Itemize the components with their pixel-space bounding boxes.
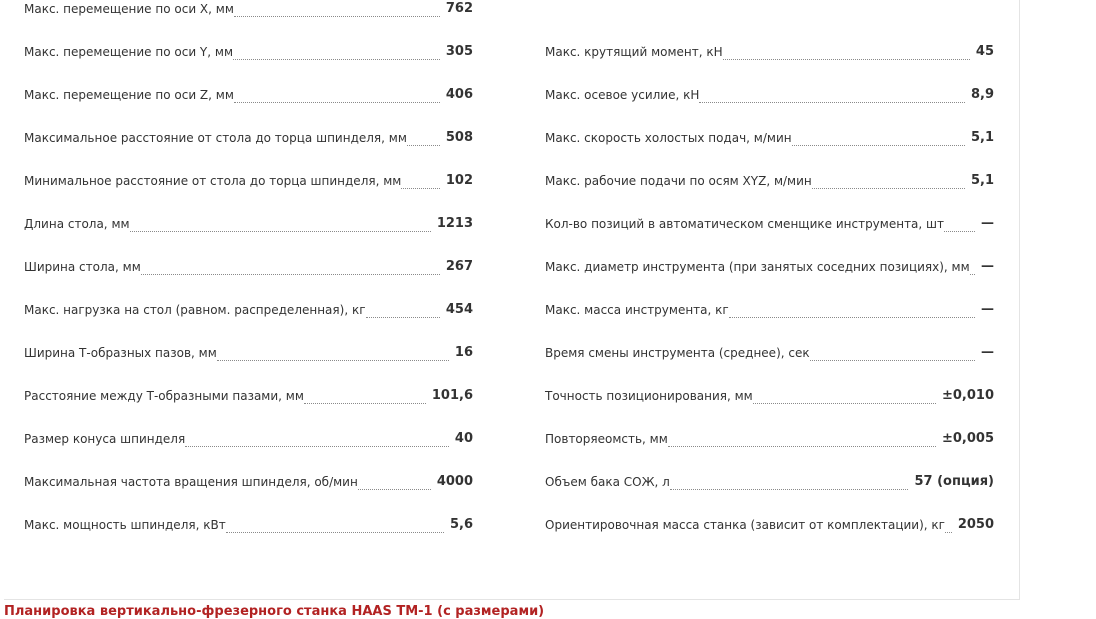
dotted-leader <box>358 488 431 490</box>
spec-label: Макс. перемещение по оси Y, мм <box>24 45 233 59</box>
dotted-leader <box>234 101 440 103</box>
spec-value: 102 <box>445 173 473 188</box>
spec-value: 2050 <box>957 517 994 532</box>
spec-label: Макс. крутящий момент, кН <box>545 45 723 59</box>
spec-label: Макс. масса инструмента, кг <box>545 303 729 317</box>
spec-label: Кол-во позиций в автоматическом сменщике инструмента, шт <box>545 217 945 231</box>
dotted-leader <box>141 273 440 275</box>
spec-row <box>24 38 473 62</box>
spec-value: ±0,005 <box>941 431 994 446</box>
dotted-leader <box>366 316 440 318</box>
spec-label: Минимальное расстояние от стола до торца шпинделя, мм <box>24 174 402 188</box>
spec-row <box>24 468 473 492</box>
spec-value: 4000 <box>436 474 473 489</box>
dotted-leader <box>304 402 426 404</box>
dotted-leader <box>226 531 444 533</box>
spec-row <box>545 425 994 449</box>
spec-value: 5,6 <box>449 517 473 532</box>
spec-label: Макс. мощность шпинделя, кВт <box>24 518 226 532</box>
spec-row <box>545 81 994 105</box>
dotted-leader <box>668 445 936 447</box>
spec-label: Максимальное расстояние от стола до торца шпинделя, мм <box>24 131 407 145</box>
dotted-leader <box>723 58 970 60</box>
spec-value: — <box>981 302 994 317</box>
spec-row <box>24 339 473 363</box>
spec-value: ±0,010 <box>941 388 994 403</box>
spec-label: Расстояние между Т-образными пазами, мм <box>24 389 304 403</box>
dotted-leader <box>234 15 440 17</box>
spec-row <box>24 425 473 449</box>
spec-label: Повторяеомсть, мм <box>545 432 668 446</box>
spec-row <box>545 167 994 191</box>
dotted-leader <box>970 273 975 275</box>
spec-value: 5,1 <box>970 130 994 145</box>
spec-row <box>545 210 994 234</box>
spec-row <box>545 511 994 535</box>
spec-value: — <box>981 216 994 231</box>
spec-row <box>545 296 994 320</box>
dotted-leader <box>407 144 440 146</box>
spec-value: 45 <box>975 44 994 59</box>
spec-label: Точность позиционирования, мм <box>545 389 753 403</box>
spec-label: Макс. рабочие подачи по осям XYZ, м/мин <box>545 174 812 188</box>
spec-value: 8,9 <box>970 87 994 102</box>
spec-row <box>24 81 473 105</box>
spec-label: Макс. перемещение по оси Z, мм <box>24 88 234 102</box>
spec-row <box>545 38 994 62</box>
dotted-leader <box>792 144 965 146</box>
spec-value: 1213 <box>436 216 473 231</box>
dotted-leader <box>233 58 440 60</box>
spec-value: 305 <box>445 44 473 59</box>
spec-row <box>545 253 994 277</box>
spec-label: Ширина Т-образных пазов, мм <box>24 346 217 360</box>
spec-value: 57 (опция) <box>914 474 994 489</box>
spec-row <box>24 124 473 148</box>
dotted-leader <box>217 359 449 361</box>
spec-label: Максимальная частота вращения шпинделя, об/мин <box>24 475 358 489</box>
dotted-leader <box>812 187 965 189</box>
spec-value: 101,6 <box>431 388 473 403</box>
spec-label: Размер конуса шпинделя <box>24 432 186 446</box>
spec-label: Макс. нагрузка на стол (равном. распределенная), кг <box>24 303 366 317</box>
spec-row <box>24 382 473 406</box>
spec-label: Макс. перемещение по оси X, мм <box>24 2 234 16</box>
spec-label: Длина стола, мм <box>24 217 130 231</box>
spec-label: Ширина стола, мм <box>24 260 141 274</box>
spec-value: 508 <box>445 130 473 145</box>
spec-row <box>24 511 473 535</box>
spec-value: 762 <box>445 1 473 16</box>
spec-value: — <box>981 345 994 360</box>
spec-row <box>24 253 473 277</box>
spec-row <box>24 167 473 191</box>
dotted-leader <box>945 531 952 533</box>
dotted-leader <box>810 359 975 361</box>
spec-label: Время смены инструмента (среднее), сек <box>545 346 810 360</box>
spec-label: Макс. осевое усилие, кН <box>545 88 700 102</box>
spec-label: Макс. скорость холостых подач, м/мин <box>545 131 792 145</box>
spec-row <box>24 0 473 19</box>
dotted-leader <box>401 187 440 189</box>
spec-row <box>545 339 994 363</box>
spec-row <box>545 468 994 492</box>
dotted-leader <box>670 488 909 490</box>
spec-label: Объем бака СОЖ, л <box>545 475 670 489</box>
dotted-leader <box>944 230 975 232</box>
dotted-leader <box>130 230 431 232</box>
spec-row <box>24 210 473 234</box>
spec-value: 40 <box>454 431 473 446</box>
dotted-leader <box>185 445 449 447</box>
spec-row <box>24 296 473 320</box>
spec-value: 267 <box>445 259 473 274</box>
spec-value: 5,1 <box>970 173 994 188</box>
layout-section-title: Планировка вертикально-фрезерного станка HAAS TM-1 (с размерами) <box>4 604 545 619</box>
spec-value: 16 <box>454 345 473 360</box>
spec-value: 406 <box>445 87 473 102</box>
dotted-leader <box>699 101 965 103</box>
spec-label: Ориентировочная масса станка (зависит от комплектации), кг <box>545 518 945 532</box>
dotted-leader <box>753 402 936 404</box>
spec-label: Макс. диаметр инструмента (при занятых соседних позициях), мм <box>545 260 970 274</box>
spec-value: 454 <box>445 302 473 317</box>
dotted-leader <box>729 316 975 318</box>
spec-value: — <box>981 259 994 274</box>
spec-row <box>545 382 994 406</box>
spec-row <box>545 124 994 148</box>
